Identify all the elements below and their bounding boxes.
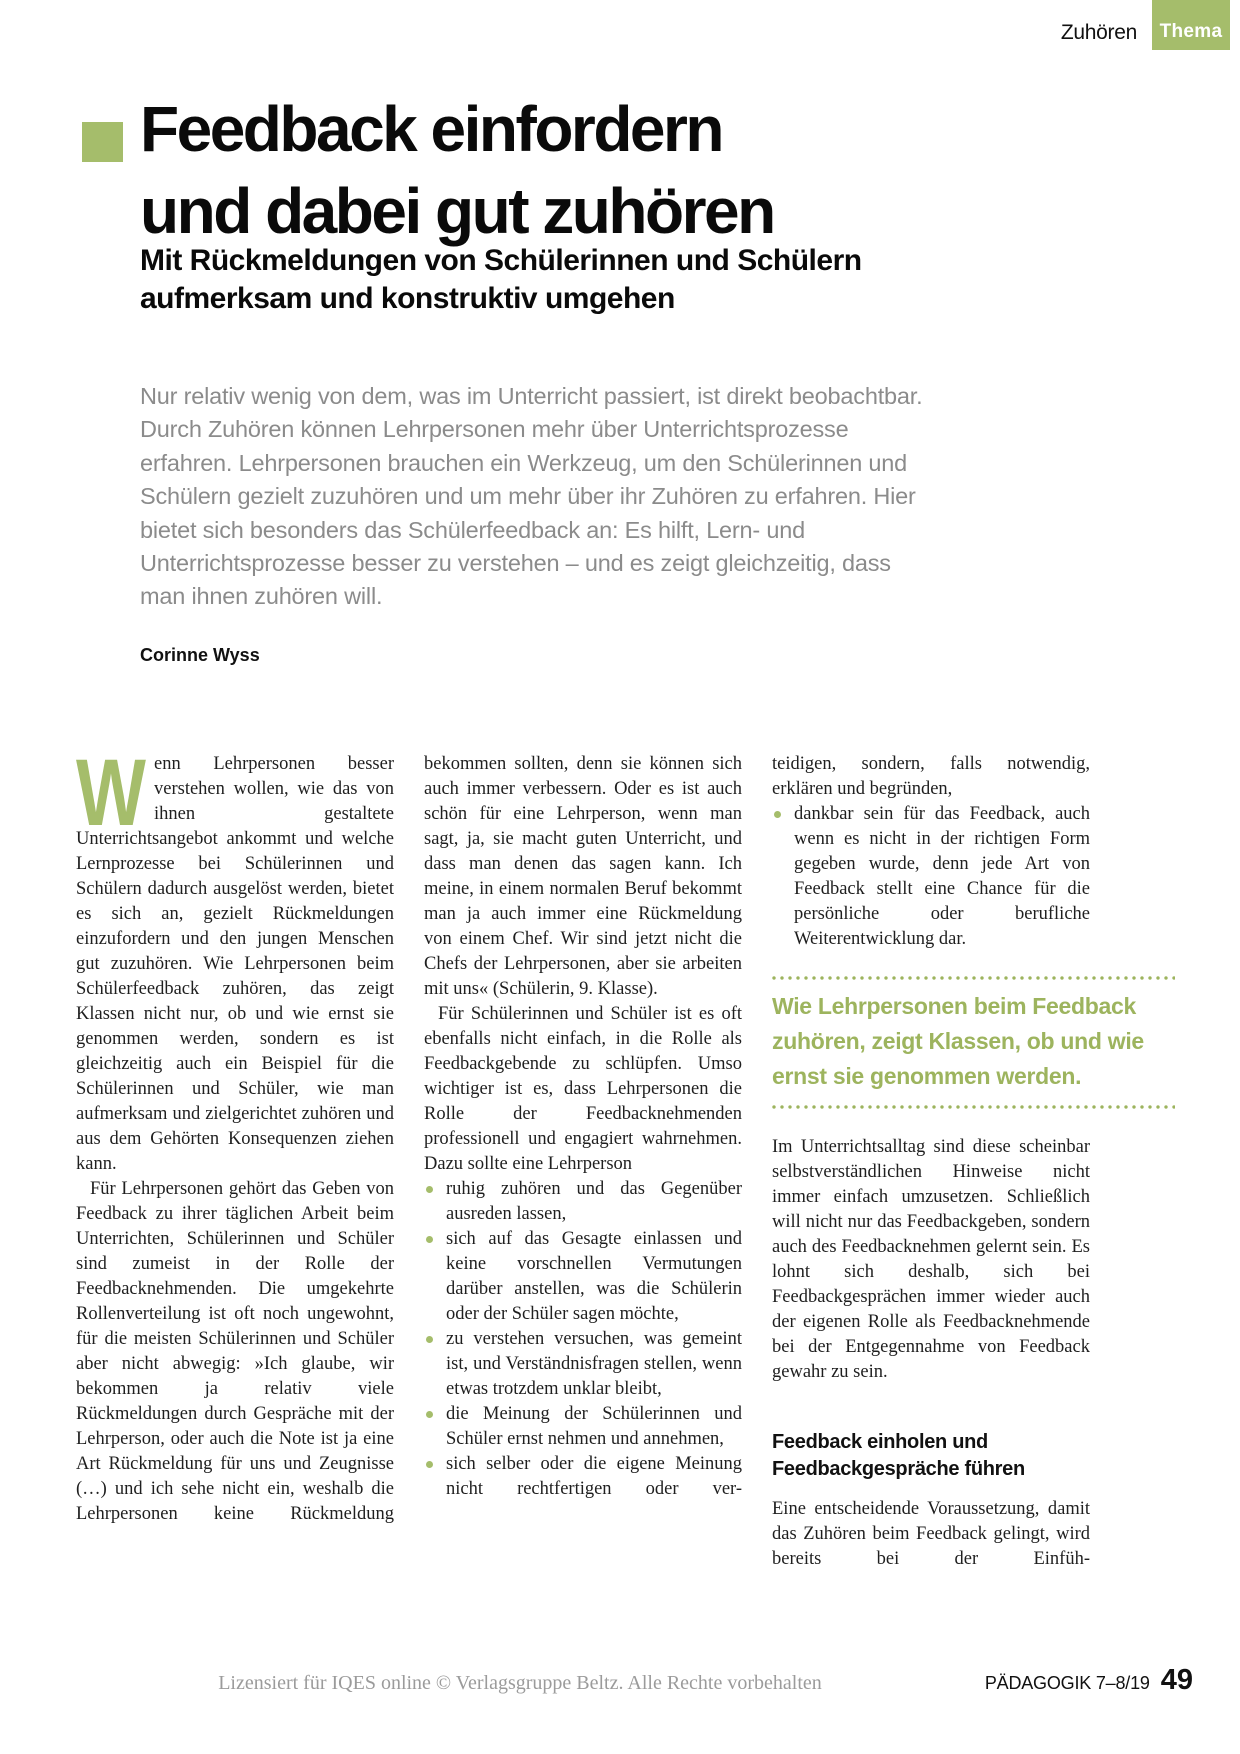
lead-paragraph: Nur relativ wenig von dem, was im Unterricht passiert, ist direkt beobachtbar. Durch Zuhören können Lehrpersonen mehr über Unterrichtsprozesse erfahren. Lehrpersonen brauchen ein Werkzeug, um den Schülerinnen und Schülern gezielt zuzuhören und um mehr über ihr Zuhören zu erfahren. Hier bietet sich besonders das Schülerfeedback an: Es hilft, Lern- und Unterrichtsprozesse besser zu verstehen – und es zeigt gleichzeitig, dass man ihnen zuhören will. — [140, 383, 923, 610]
list-item: sich auf das Gesagte einlassen und keine vorschnellen Vermutungen darüber anstellen, was die Schülerin oder der Schüler sagen möchte, — [424, 1227, 742, 1327]
article-body — [76, 740, 1144, 1572]
paragraph: Eine entscheidende Voraussetzung, damit das Zuhören beim Feedback gelingt, wird bereits bei der Einfüh- — [772, 1499, 1090, 1569]
column-1 — [76, 740, 394, 1572]
paragraph-text: enn Lehrpersonen besser verstehen wollen, wie das von ihnen gestaltete Unterrichtsangebot ankommt und welche Lernprozesse bei Schülerinnen und Schülern dadurch ausgelöst werden, bietet es sich an, gezielt Rückmeldungen einzufordern und den jungen Menschen gut zuzuhören. Wie Lehrpersonen beim Schülerfeedback zuhören, das zeigt Klassen nicht nur, ob und wie ernst sie genommen werden, sondern es ist gleichzeitig auch ein Beispiel für die Schülerinnen und Schüler, wie man aufmerksam und zielgerichtet zuhören und aus dem Gehörten Konsequenzen ziehen kann. — [76, 754, 394, 1174]
column-3 — [772, 752, 1144, 1572]
journal-footer — [985, 1664, 1193, 1697]
pull-quote-text: Wie Lehrpersonen beim Feedback zuhören, zeigt Klassen, ob und wie ernst sie genommen werden. — [772, 993, 1144, 1089]
page-number: 49 — [1160, 1664, 1193, 1696]
paragraph: bekommen sollten, denn sie können sich auch immer verbessern. Oder es ist auch schön für eine Lehrperson, wenn man sagt, ja, sie macht guten Unterricht, und dass man denen das sagen kann. Ich meine, in einem normalen Beruf bekommt man ja auch immer eine Rückmeldung von einem Chef. Wir sind jetzt nicht die Chefs der Lehrpersonen, aber sie arbeiten mit uns« (Schülerin, 9. Klasse). — [424, 754, 742, 999]
license-notice: Lizensiert für IQES online © Verlagsgruppe Beltz. Alle Rechte vorbehalten — [218, 1672, 822, 1694]
dotted-rule-bottom — [772, 1105, 1175, 1109]
paragraph: Für Lehrpersonen gehört das Geben von Feedback zu ihrer täglichen Arbeit beim Unterrichten, Schülerinnen und Schüler sind zumeist in der Rolle der Feedbacknehmenden. Die umgekehrte Rollenverteilung ist oft noch ungewohnt, für die meisten Schülerinnen und Schüler aber nicht abwegig: »Ich glaube, wir bekommen ja relativ viele Rückmeldungen durch Gespräche mit der Lehrperson, oder auch die Note ist ja eine Art Rückmeldung für uns und Zeugnisse (…) und ich sehe nicht ein, weshalb die Lehrpersonen keine Rückmeldung — [76, 1179, 394, 1524]
list-item: die Meinung der Schülerinnen und Schüler ernst nehmen und annehmen, — [424, 1402, 742, 1452]
paragraph: Für Schülerinnen und Schüler ist es oft ebenfalls nicht einfach, in die Rolle als Feedbackgebende zu schlüpfen. Umso wichtiger ist es, dass Lehrpersonen die Rolle der Feedbacknehmenden professionell und engagiert wahrnehmen. Dazu sollte eine Lehrperson — [424, 1004, 742, 1174]
bullet-list — [772, 802, 1090, 952]
pull-quote — [772, 976, 1175, 1109]
paragraph: teidigen, sondern, falls notwendig, erklären und begründen, — [772, 754, 1090, 799]
title-marker-square — [82, 122, 123, 162]
thema-badge-label: Thema — [1159, 21, 1223, 42]
article-title: Feedback einfordern und dabei gut zuhören — [140, 93, 774, 247]
author-name: Corinne Wyss — [140, 645, 260, 665]
list-item: ruhig zuhören und das Gegenüber ausreden lassen, — [424, 1177, 742, 1227]
section-heading: Feedback einholen und Feedbackgespräche führen — [772, 1431, 1025, 1480]
paragraph: Im Unterrichtsalltag sind diese scheinbar selbstverständlichen Hinweise nicht immer einfach umzusetzen. Schließlich will nicht nur das Feedbackgeben, sondern auch des Feedbacknehmen gelernt sein. Es lohnt sich deshalb, sich bei Feedbackgesprächen immer wieder auch der eigenen Rolle als Feedbacknehmende bei der Entgegennahme von Feedback gewahr zu sein. — [772, 1137, 1090, 1382]
thema-badge — [1152, 0, 1230, 50]
bullet-list — [424, 1177, 742, 1502]
journal-name: PÄDAGOGIK 7–8/19 — [984, 1673, 1150, 1693]
article-subtitle: Mit Rückmeldungen von Schülerinnen und Schülern aufmerksam und konstruktiv umgehen — [140, 244, 862, 315]
column-2 — [424, 752, 742, 1572]
paragraph — [76, 740, 394, 1177]
drop-cap: W — [76, 740, 146, 846]
list-item: zu verstehen versuchen, was gemeint ist, und Verständnisfragen stellen, wenn etwas trotzdem unklar bleibt, — [424, 1327, 742, 1402]
page-kicker: Zuhören — [1060, 21, 1137, 44]
list-item: dankbar sein für das Feedback, auch wenn es nicht in der richtigen Form gegeben wurde, denn jede Art von Feedback stellt eine Chance für die persönliche oder berufliche Weiterentwicklung dar. — [772, 802, 1090, 952]
list-item: sich selber oder die eigene Meinung nicht rechtfertigen oder ver- — [424, 1452, 742, 1502]
